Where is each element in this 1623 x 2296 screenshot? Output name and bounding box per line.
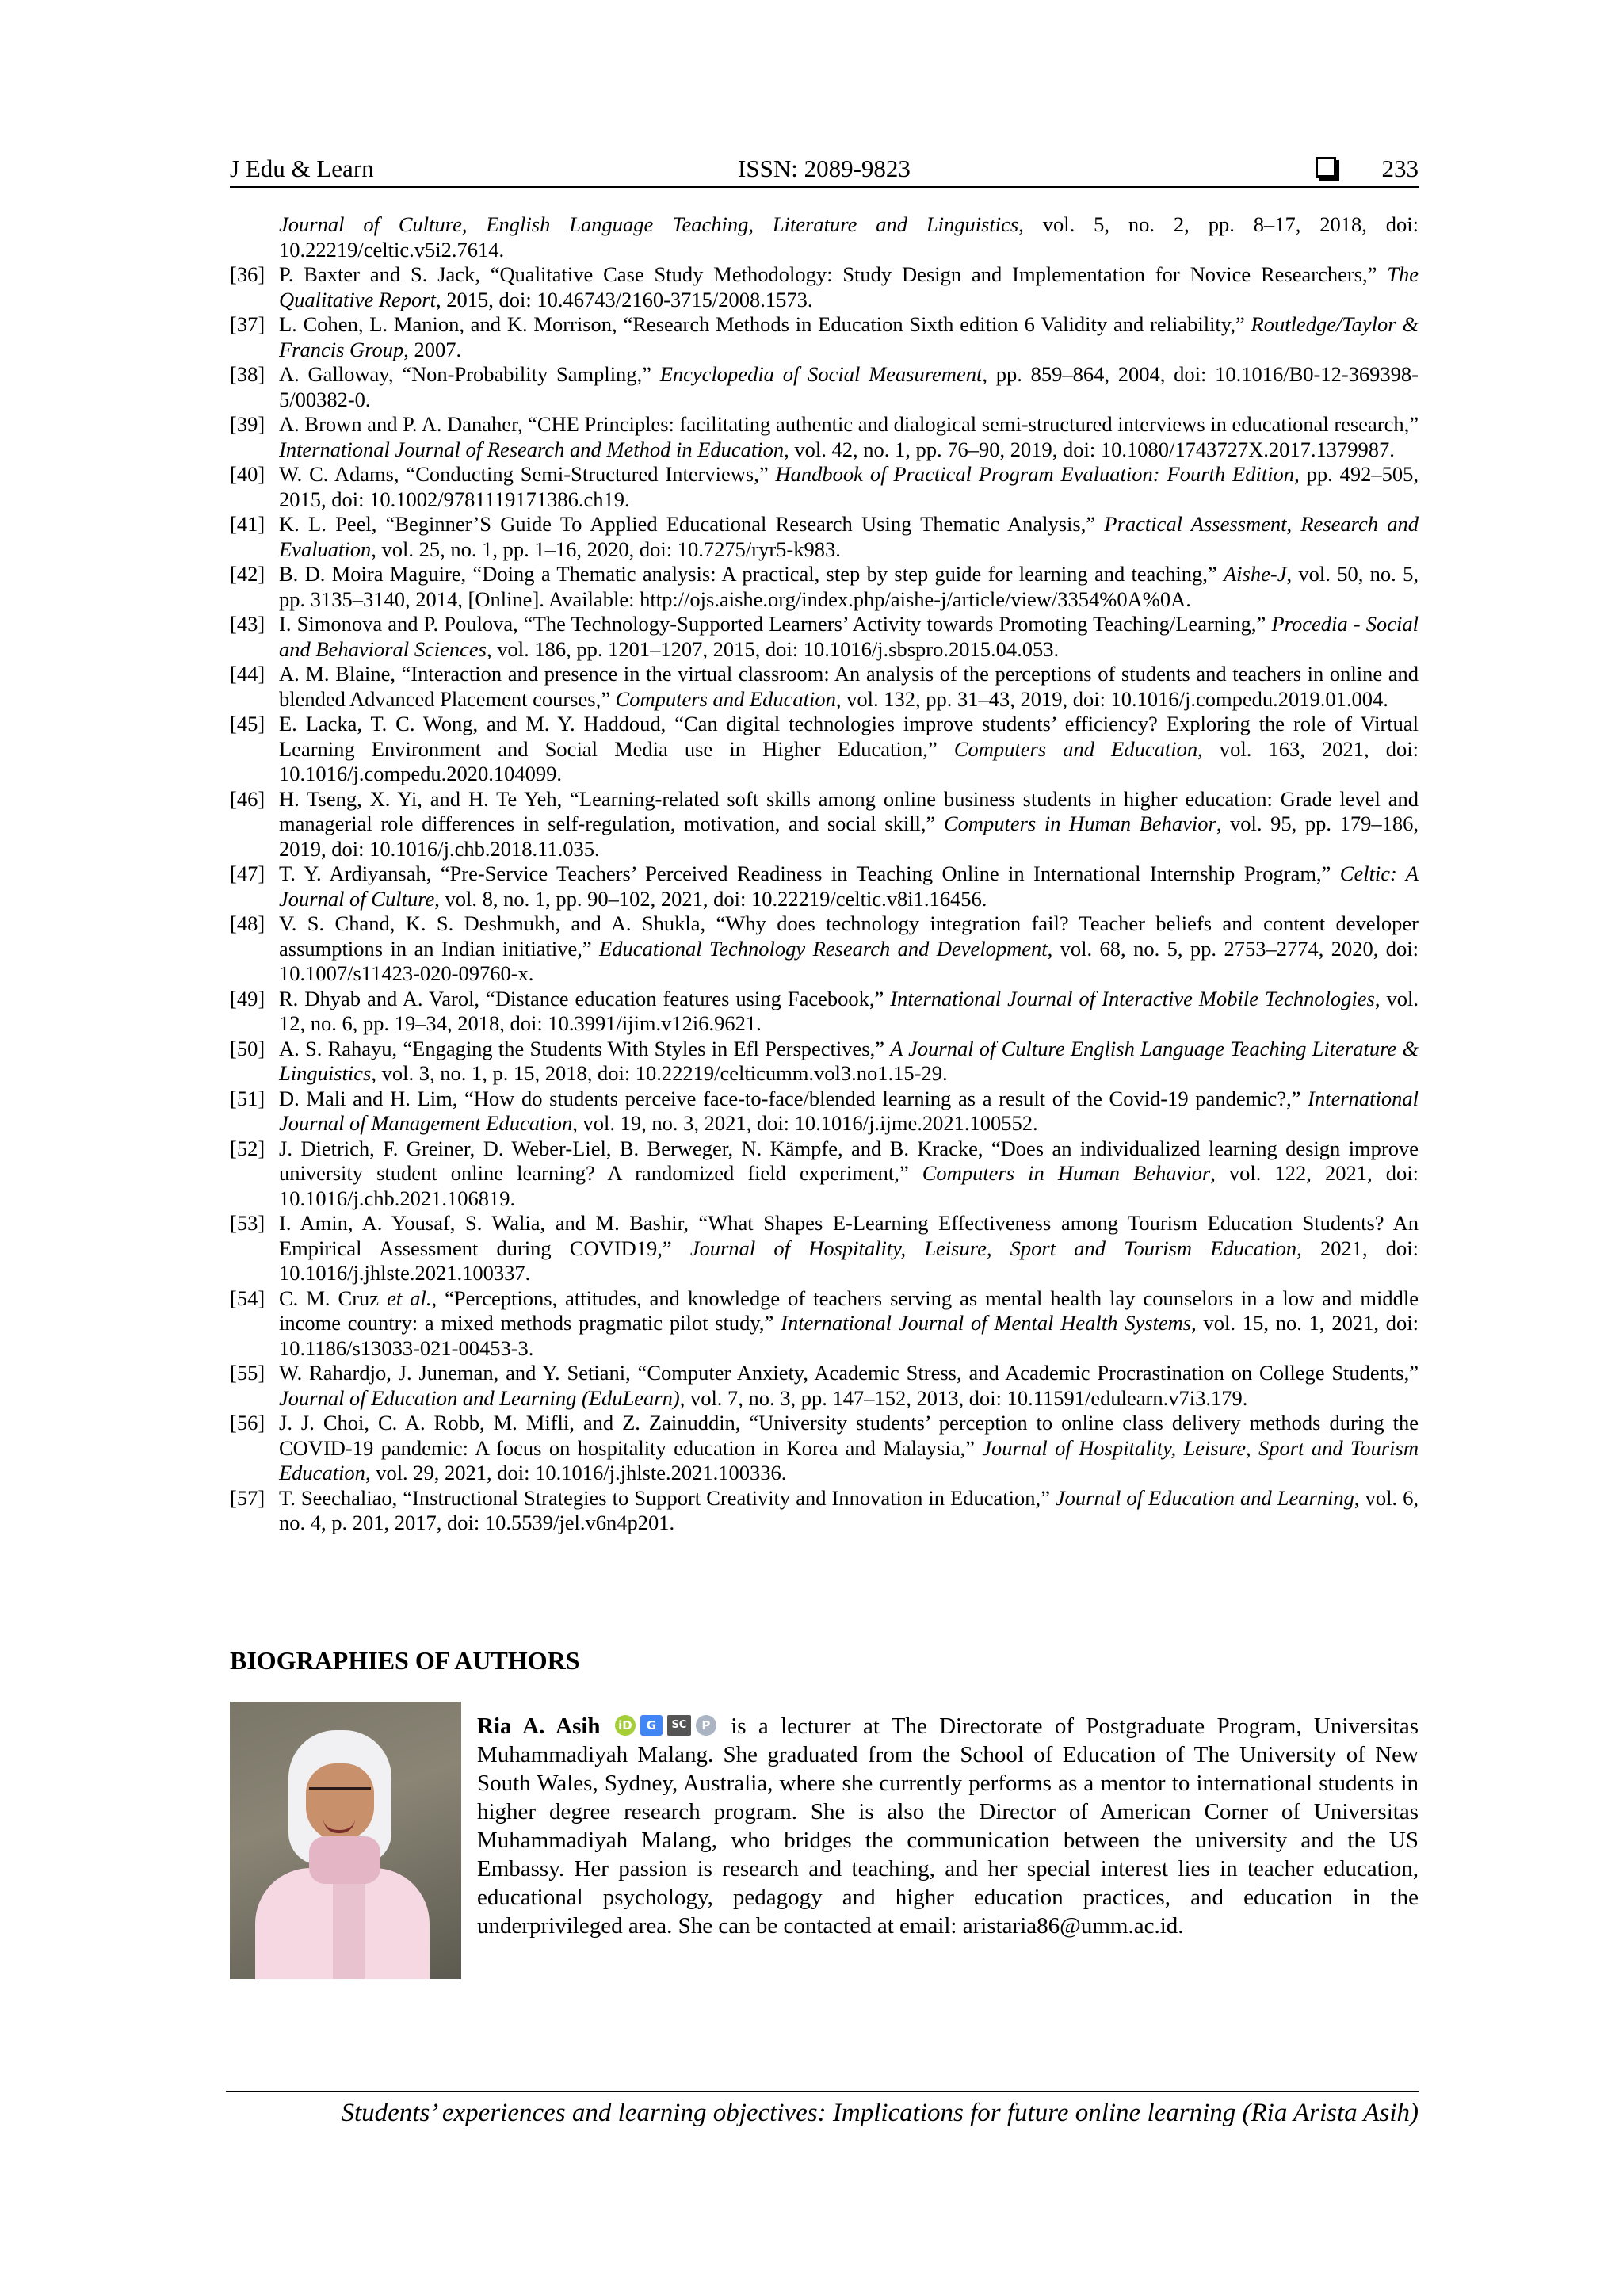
reference-number: [43] (230, 612, 265, 636)
reference-source: The Qualitative Report (279, 262, 1419, 311)
reference-number: [38] (230, 362, 265, 386)
reference-item (230, 362, 1419, 412)
reference-segment: , vol. 12, no. 6, pp. 19–34, 2018, doi: 10.3991/ijim.v12i6.9621. (279, 986, 1419, 1035)
reference-segment: , vol. 122, 2021, doi: 10.1016/j.chb.2021.106819. (279, 1161, 1419, 1210)
reference-segment: , “Perceptions, attitudes, and knowledge of teachers serving as mental health lay counselors in a low and middle income country: a mixed methods pragmatic pilot study,” (279, 1286, 1419, 1335)
reference-item (230, 1486, 1419, 1536)
reference-segment: , vol. 42, no. 1, pp. 76–90, 2019, doi: 10.1080/1743727X.2017.1379987. (784, 437, 1395, 461)
reference-item (230, 911, 1419, 987)
reference-segment: , vol. 68, no. 5, pp. 2753–2774, 2020, doi: 10.1007/s11423-020-09760-x. (279, 936, 1419, 985)
reference-number: [56] (230, 1411, 265, 1435)
reference-segment: , vol. 3, no. 1, p. 15, 2018, doi: 10.22219/celticumm.vol3.no1.15-29. (371, 1061, 948, 1085)
reference-segment: C. M. Cruz (279, 1286, 388, 1310)
reference-text (279, 562, 1419, 612)
reference-text (279, 1286, 1419, 1362)
reference-item (230, 262, 1419, 312)
reference-source: Computers in Human Behavior (922, 1161, 1211, 1185)
reference-source: Journal of Culture, English Language Teaching, Literature and Linguistics (279, 212, 1019, 236)
reference-segment: P. Baxter and S. Jack, “Qualitative Case Study Methodology: Study Design and Implementation for Novice Researchers,” (279, 262, 1388, 286)
reference-number: [51] (230, 1086, 265, 1110)
reference-segment: , vol. 19, no. 3, 2021, doi: 10.1016/j.ijme.2021.100552. (572, 1111, 1038, 1135)
reference-item (230, 1211, 1419, 1286)
reference-number: [39] (230, 412, 265, 436)
reference-text (279, 1486, 1419, 1536)
reference-segment: A. S. Rahayu, “Engaging the Students With Styles in Efl Perspectives,” (279, 1036, 891, 1060)
reference-source: Educational Technology Research and Development (599, 936, 1048, 961)
author-biography (477, 1712, 1419, 1940)
reference-segment: K. L. Peel, “Beginner’S Guide To Applied Educational Research Using Thematic Analysis,” (279, 512, 1105, 536)
reference-item (230, 462, 1419, 512)
reference-number: [40] (230, 462, 265, 486)
reference-text (279, 362, 1419, 412)
reference-text (279, 1361, 1419, 1411)
reference-text (279, 911, 1419, 987)
reference-number: [48] (230, 911, 265, 935)
reference-number: [49] (230, 986, 265, 1010)
reference-text (279, 262, 1419, 312)
reference-source: Computers and Education (953, 736, 1198, 761)
reference-segment: , vol. 15, no. 1, 2021, doi: 10.1186/s13033-021-00453-3. (279, 1311, 1419, 1360)
reference-item (230, 212, 1419, 262)
reference-number: [55] (230, 1361, 265, 1385)
checkbox-square-icon (1316, 157, 1336, 178)
reference-number: [41] (230, 512, 265, 536)
reference-item (230, 987, 1419, 1037)
author-photo (230, 1702, 461, 1979)
reference-source: Handbook of Practical Program Evaluation: Fourth Edition (775, 462, 1295, 486)
reference-number: [46] (230, 786, 265, 811)
reference-source: Encyclopedia of Social Measurement (659, 362, 983, 386)
footer-rule (226, 2091, 1419, 2092)
reference-segment: , pp. 492–505, 2015, doi: 10.1002/9781119171386.ch19. (279, 462, 1419, 511)
reference-segment: A. M. Blaine, “Interaction and presence in the virtual classroom: An analysis of the perceptions of students and teachers in online and blended Advanced Placement courses,” (279, 662, 1419, 711)
reference-item (230, 861, 1419, 911)
reference-item (230, 1411, 1419, 1486)
reference-segment: , vol. 7, no. 3, pp. 147–152, 2013, doi: 10.11591/edulearn.v7i3.179. (679, 1385, 1248, 1410)
reference-item (230, 1137, 1419, 1212)
reference-segment: J. J. Choi, C. A. Robb, M. Mifli, and Z. Zainuddin, “University students’ perception to online class delivery methods during the COVID-19 pandemic: A focus on hospitality education in Korea and Malaysia,” (279, 1411, 1419, 1460)
reference-source: Celtic: A Journal of Culture (279, 861, 1419, 911)
reference-text (279, 512, 1419, 562)
page-number-group (1316, 153, 1419, 185)
reference-segment: H. Tseng, X. Yi, and H. Te Yeh, “Learning-related soft skills among online business students in higher education: Grade level and managerial role differences in self-regulation, motivation, and social skill,” (279, 786, 1419, 835)
reference-segment: , vol. 8, no. 1, pp. 90–102, 2021, doi: 10.22219/celtic.v8i1.16456. (434, 886, 987, 911)
reference-source: Journal of Hospitality, Leisure, Sport and Tourism Education (279, 1435, 1419, 1484)
reference-source: Aishe-J (1224, 562, 1287, 586)
author-name: Ria A. Asih (477, 1713, 601, 1739)
reference-source: Practical Assessment, Research and Evaluation (279, 512, 1419, 561)
reference-segment: , 2021, doi: 10.1016/j.jhlste.2021.100337. (279, 1236, 1419, 1285)
reference-text (279, 312, 1419, 362)
reference-number: [42] (230, 562, 265, 586)
reference-number: [53] (230, 1211, 265, 1235)
reference-text (279, 1087, 1419, 1137)
reference-segment: , 2015, doi: 10.46743/2160-3715/2008.1573. (435, 287, 813, 311)
reference-segment: , vol. 132, pp. 31–43, 2019, doi: 10.1016/j.compedu.2019.01.004. (835, 686, 1388, 711)
reference-number: [36] (230, 262, 265, 286)
reference-item (230, 412, 1419, 462)
reference-item (230, 1087, 1419, 1137)
reference-source: Computers and Education (615, 686, 836, 711)
reference-source: International Journal of Management Education (279, 1086, 1419, 1135)
reference-item (230, 512, 1419, 562)
reference-text (279, 612, 1419, 662)
reference-segment: , vol. 6, no. 4, p. 201, 2017, doi: 10.5539/jel.v6n4p201. (279, 1485, 1419, 1534)
reference-segment: E. Lacka, T. C. Wong, and M. Y. Haddoud, “Can digital technologies improve students’ efficiency? Exploring the role of Virtual Learning Environment and Social Media use in Higher Education,” (279, 712, 1419, 761)
reference-segment: , vol. 163, 2021, doi: 10.1016/j.compedu.2020.104099. (279, 736, 1419, 785)
reference-source: Computers in Human Behavior (943, 812, 1216, 835)
google-scholar-icon[interactable]: G (640, 1715, 663, 1736)
reference-item (230, 612, 1419, 662)
page-header (230, 153, 1419, 188)
reference-item (230, 1037, 1419, 1087)
reference-text (279, 1411, 1419, 1486)
reference-item (230, 1286, 1419, 1362)
reference-segment: , vol. 186, pp. 1201–1207, 2015, doi: 10.1016/j.sbspro.2015.04.053. (486, 636, 1060, 661)
reference-segment: V. S. Chand, K. S. Deshmukh, and A. Shukla, “Why does technology integration fail? Teacher beliefs and content developer assumptions in an Indian initiative,” (279, 911, 1419, 961)
reference-segment: I. Amin, A. Yousaf, S. Walia, and M. Bashir, “What Shapes E-Learning Effectiveness among Tourism Education Students? An Empirical Assessment during COVID19,” (279, 1211, 1419, 1260)
reference-segment: L. Cohen, L. Manion, and K. Morrison, “Research Methods in Education Sixth edition 6 Validity and reliability,” (279, 312, 1251, 336)
running-footer: Students’ experiences and learning objectives: Implications for future online learning (Ria Arista Asih) (341, 2099, 1419, 2127)
reference-text (279, 987, 1419, 1037)
reference-item (230, 712, 1419, 787)
reference-segment: , vol. 50, no. 5, pp. 3135–3140, 2014, [Online]. Available: http://ojs.aishe.org/index.php/aishe-j/article/view/3354%0A%0A. (279, 562, 1419, 611)
biographies-heading: BIOGRAPHIES OF AUTHORS (230, 1646, 580, 1675)
reference-number: [50] (230, 1036, 265, 1060)
reference-segment: J. Dietrich, F. Greiner, D. Weber-Liel, B. Berweger, N. Kämpfe, and B. Kracke, “Does an individualized learning design improve university student online learning? A randomized field experiment,” (279, 1136, 1419, 1185)
reference-number: [47] (230, 861, 265, 885)
reference-number: [37] (230, 312, 265, 336)
reference-source: International Journal of Research and Method in Education (279, 437, 785, 461)
reference-segment: , vol. 95, pp. 179–186, 2019, doi: 10.1016/j.chb.2018.11.035. (279, 812, 1419, 861)
reference-source: Journal of Hospitality, Leisure, Sport and Tourism Education (689, 1236, 1297, 1260)
reference-item (230, 562, 1419, 612)
reference-segment: , 2007. (403, 337, 462, 361)
journal-name: J Edu & Learn (230, 155, 374, 182)
biography-text: is a lecturer at The Directorate of Postgraduate Program, Universitas Muhammadiyah Malang. She graduated from the School of Education of The University of New South Wales, Sydney, Australia, where she currently performs as a mentor to international students in higher degree research program. She is also the Director of American Corner of Universitas Muhammadiyah Malang, who bridges the communication between the university and the US Embassy. Her passion is research and teaching, and her special interest lies in teacher education, educational psychology, pedagogy and higher education practices, and education in the underprivileged area. She can be contacted at email: aristaria86@umm.ac.id. (477, 1713, 1419, 1939)
reference-segment: W. Rahardjo, J. Juneman, and Y. Setiani, “Computer Anxiety, Academic Stress, and Academic Procrastination on College Students,” (279, 1361, 1419, 1385)
reference-source: Journal of Education and Learning (1055, 1485, 1354, 1510)
reference-item (230, 312, 1419, 362)
reference-segment: W. C. Adams, “Conducting Semi-Structured Interviews,” (279, 462, 776, 486)
reference-number: [44] (230, 662, 265, 686)
reference-source: Routledge/Taylor & Francis Group (279, 312, 1419, 361)
issn: ISSN: 2089-9823 (738, 155, 911, 182)
reference-segment: R. Dhyab and A. Varol, “Distance education features using Facebook,” (279, 986, 891, 1010)
reference-segment: D. Mali and H. Lim, “How do students perceive face-to-face/blended learning as a result of the Covid-19 pandemic?,” (279, 1086, 1308, 1110)
reference-text (230, 212, 1419, 262)
reference-segment: T. Y. Ardiyansah, “Pre-Service Teachers’ Perceived Readiness in Teaching Online in International Internship Program,” (279, 861, 1340, 885)
reference-segment: A. Brown and P. A. Danaher, “CHE Principles: facilitating authentic and dialogical semi-structured interviews in educational research,” (279, 412, 1419, 436)
reference-number: [52] (230, 1136, 265, 1160)
reference-segment: , vol. 29, 2021, doi: 10.1016/j.jhlste.2021.100336. (365, 1461, 787, 1484)
reference-source: International Journal of Mental Health Systems (781, 1311, 1192, 1335)
reference-text (279, 712, 1419, 787)
reference-number: [57] (230, 1485, 265, 1510)
reference-source: et al. (387, 1286, 432, 1310)
reference-number: [45] (230, 712, 265, 735)
reference-text (279, 1037, 1419, 1087)
reference-item (230, 662, 1419, 712)
page-number: 233 (1381, 155, 1419, 182)
scopus-icon[interactable]: SC (667, 1715, 691, 1736)
reference-segment: A. Galloway, “Non-Probability Sampling,” (279, 362, 660, 386)
reference-text (279, 861, 1419, 911)
reference-text (279, 462, 1419, 512)
reference-source: Journal of Education and Learning (EduLearn) (279, 1385, 680, 1410)
reference-text (279, 412, 1419, 462)
reference-source: Procedia - Social and Behavioral Sciences (279, 612, 1419, 661)
orcid-icon[interactable]: iD (615, 1715, 636, 1736)
reference-segment: T. Seechaliao, “Instructional Strategies to Support Creativity and Innovation in Education,” (279, 1485, 1056, 1510)
reference-source: International Journal of Interactive Mobile Technologies (890, 986, 1375, 1010)
reference-source: A Journal of Culture English Language Teaching Literature & Linguistics (279, 1036, 1419, 1085)
reference-item (230, 787, 1419, 862)
reference-list (230, 212, 1419, 1536)
reference-text (279, 787, 1419, 862)
reference-number: [54] (230, 1286, 265, 1310)
reference-item (230, 1361, 1419, 1411)
reference-segment: , pp. 859–864, 2004, doi: 10.1016/B0-12-369398-5/00382-0. (279, 362, 1419, 411)
reference-text (279, 1211, 1419, 1286)
reference-segment: I. Simonova and P. Poulova, “The Technology-Supported Learners’ Activity towards Promoting Teaching/Learning,” (279, 612, 1272, 636)
reference-segment: B. D. Moira Maguire, “Doing a Thematic analysis: A practical, step by step guide for learning and teaching,” (279, 562, 1224, 586)
reference-segment: , vol. 25, no. 1, pp. 1–16, 2020, doi: 10.7275/ryr5-k983. (371, 537, 841, 561)
reference-text (279, 662, 1419, 712)
reference-segment: , vol. 5, no. 2, pp. 8–17, 2018, doi: 10.22219/celtic.v5i2.7614. (279, 212, 1419, 262)
reference-text (279, 1137, 1419, 1212)
publons-icon[interactable]: P (696, 1715, 716, 1736)
